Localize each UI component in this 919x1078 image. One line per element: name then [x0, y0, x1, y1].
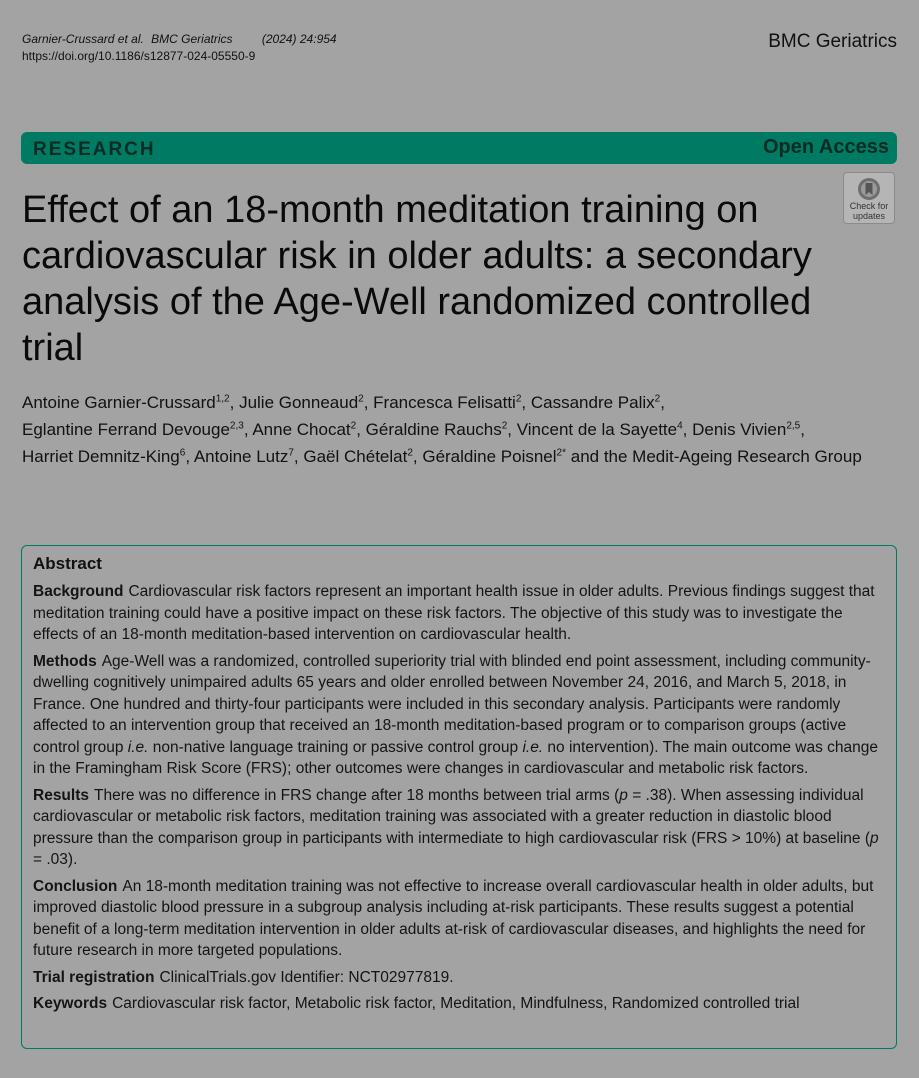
conclusion-heading: Conclusion [33, 877, 118, 895]
author-name[interactable]: Cassandre Palix [530, 393, 655, 412]
abstract-methods [33, 651, 885, 780]
affiliation-marker: 2,5 [786, 420, 801, 432]
check-for-updates-button[interactable] [843, 172, 895, 224]
bookmark-icon [857, 177, 881, 201]
affiliation-marker: 1,2 [215, 393, 230, 405]
affiliation-marker: 2 [358, 393, 364, 405]
author-name[interactable]: Eglantine Ferrand Devouge [22, 420, 230, 439]
abstract-results [33, 785, 885, 871]
author-name[interactable]: Julie Gonneaud [239, 393, 359, 412]
abstract-box [21, 545, 897, 1049]
affiliation-marker: 2 [654, 393, 661, 405]
author-name[interactable]: Géraldine Poisnel [422, 447, 557, 466]
methods-ie-1: i.e. [127, 738, 149, 756]
abstract-keywords [33, 993, 885, 1015]
affiliation-marker: 7 [288, 447, 294, 459]
year-volume: (2024) 24:954 [261, 32, 337, 46]
article-title: Effect of an 18-month meditation training on cardiovascular risk in older adults: a secondary analysis of the Age-Well randomized controlled trial [22, 189, 812, 369]
citation-line [22, 31, 337, 48]
abstract-background [33, 581, 885, 646]
short-journal: BMC Geriatrics [151, 32, 233, 46]
keywords-heading: Keywords [33, 995, 108, 1012]
open-access-label: Open Access [763, 136, 889, 158]
results-text-3: = .03). [33, 851, 78, 868]
article-type-label: RESEARCH [33, 139, 156, 160]
affiliation-marker: 6 [179, 447, 186, 459]
results-p-2: p [869, 829, 879, 847]
author-name[interactable]: Harriet Demnitz-King [22, 447, 180, 466]
affiliation-marker: 2 [407, 447, 413, 459]
abstract-heading: Abstract [33, 554, 102, 573]
trial-registration-text[interactable]: ClinicalTrials.gov Identifier: NCT02977819. [159, 968, 454, 986]
methods-ie-2: i.e. [522, 738, 544, 756]
citation-block [22, 31, 337, 65]
abstract-trial-registration [33, 967, 885, 989]
author-name[interactable]: Anne Chocat [252, 420, 351, 439]
results-p-1: p [619, 786, 628, 804]
affiliation-marker: 2,3 [229, 420, 244, 432]
background-text: Cardiovascular risk factors represent an important health issue in older adults. Previous findings suggest that meditation training could have a positive impact on these risk factors. The objective of this study was to investigate the effects of an 18-month meditation-based intervention on cardiovascular health. [33, 583, 875, 643]
short-authors: Garnier-Crussard et al. [22, 32, 144, 46]
results-heading: Results [33, 786, 89, 804]
author-name[interactable]: Vincent de la Sayette [516, 420, 678, 439]
updates-line-2: updates [852, 211, 886, 221]
affiliation-marker: 2 [501, 420, 508, 432]
abstract-conclusion [33, 876, 885, 962]
methods-text-1: Age-Well was a randomized, controlled superiority trial with blinded end point assessment, including community-dwelling cognitively unimpaired adults 65 years and older enrolled between November 24, 2016, and March 5, 2018, in France. One hundred and thirty-four participants were included in this secondary analysis. Participants were randomly affected to an intervention group that received an 18-month meditation-based program or to comparison groups (active control group [33, 652, 871, 756]
author-name[interactable]: Antoine Lutz [193, 447, 289, 466]
research-group: and the Medit-Ageing Research Group [570, 447, 862, 466]
affiliation-marker: 2 [350, 420, 357, 432]
affiliation-marker: 4 [677, 420, 683, 432]
author-list: Antoine Garnier-Crussard$^{1,2}$, Julie Gonneaud$^2$, Francesca Felisatti$^2$, Cassandre Palix$^2$, Eglantine Ferrand Devouge$^{2,3}$, Anne Chocat$^2$, Géraldine Rauchs$^2$, Vincent de la Sayette$^4$, Denis Vivien$^{2,5}$, Harriet Demnitz-King$^6$, Antoine Lutz$^7$, Gaël Chételat$^2$, Géraldine Poisnel$^{2*}$ and the Medit-Ageing Research Group [22, 393, 862, 466]
methods-heading: Methods [33, 652, 97, 670]
updates-line-1: Check for [849, 201, 889, 211]
background-heading: Background [33, 583, 124, 600]
affiliation-marker: 2 [515, 393, 522, 405]
affiliation-marker: 2* [556, 447, 566, 459]
author-name[interactable]: Francesca Felisatti [373, 393, 516, 412]
author-name[interactable]: Gaël Chételat [303, 447, 408, 466]
author-name[interactable]: Antoine Garnier-Crussard [22, 393, 216, 412]
methods-text-3: no intervention). The main outcome was change in the Framingham Risk Score (FRS); other outcomes were changes in cardiovascular and metabolic risk factors. [33, 738, 879, 777]
keywords-text: Cardiovascular risk factor, Metabolic risk factor, Meditation, Mindfulness, Randomized controlled trial [112, 995, 800, 1012]
methods-text-2: non-native language training or passive control group [148, 738, 523, 756]
author-name[interactable]: Denis Vivien [692, 420, 787, 439]
journal-name: BMC Geriatrics [768, 31, 897, 52]
conclusion-text: An 18-month meditation training was not effective to increase overall cardiovascular health in older adults, but improved diastolic blood pressure in a subgroup analysis including at-risk participants. These results suggest a potential benefit of a long-term meditation intervention in older adults at-risk of cardiovascular diseases, and highlights the need for future research in more targeted populations. [33, 877, 874, 959]
article-type-banner [21, 132, 897, 164]
trial-registration-heading: Trial registration [33, 968, 155, 986]
results-text-2: = .38). When assessing individual cardiovascular or metabolic risk factors, meditation training was associated with a greater reduction in diastolic blood pressure than the comparison group in participants with intermediate to high cardiovascular risk (FRS > 10%) at baseline ( [33, 786, 870, 847]
doi-link[interactable]: https://doi.org/10.1186/s12877-024-05550-9 [22, 49, 256, 63]
author-name[interactable]: Géraldine Rauchs [365, 420, 502, 439]
results-text-1: There was no difference in FRS change after 18 months between trial arms ( [94, 786, 620, 804]
